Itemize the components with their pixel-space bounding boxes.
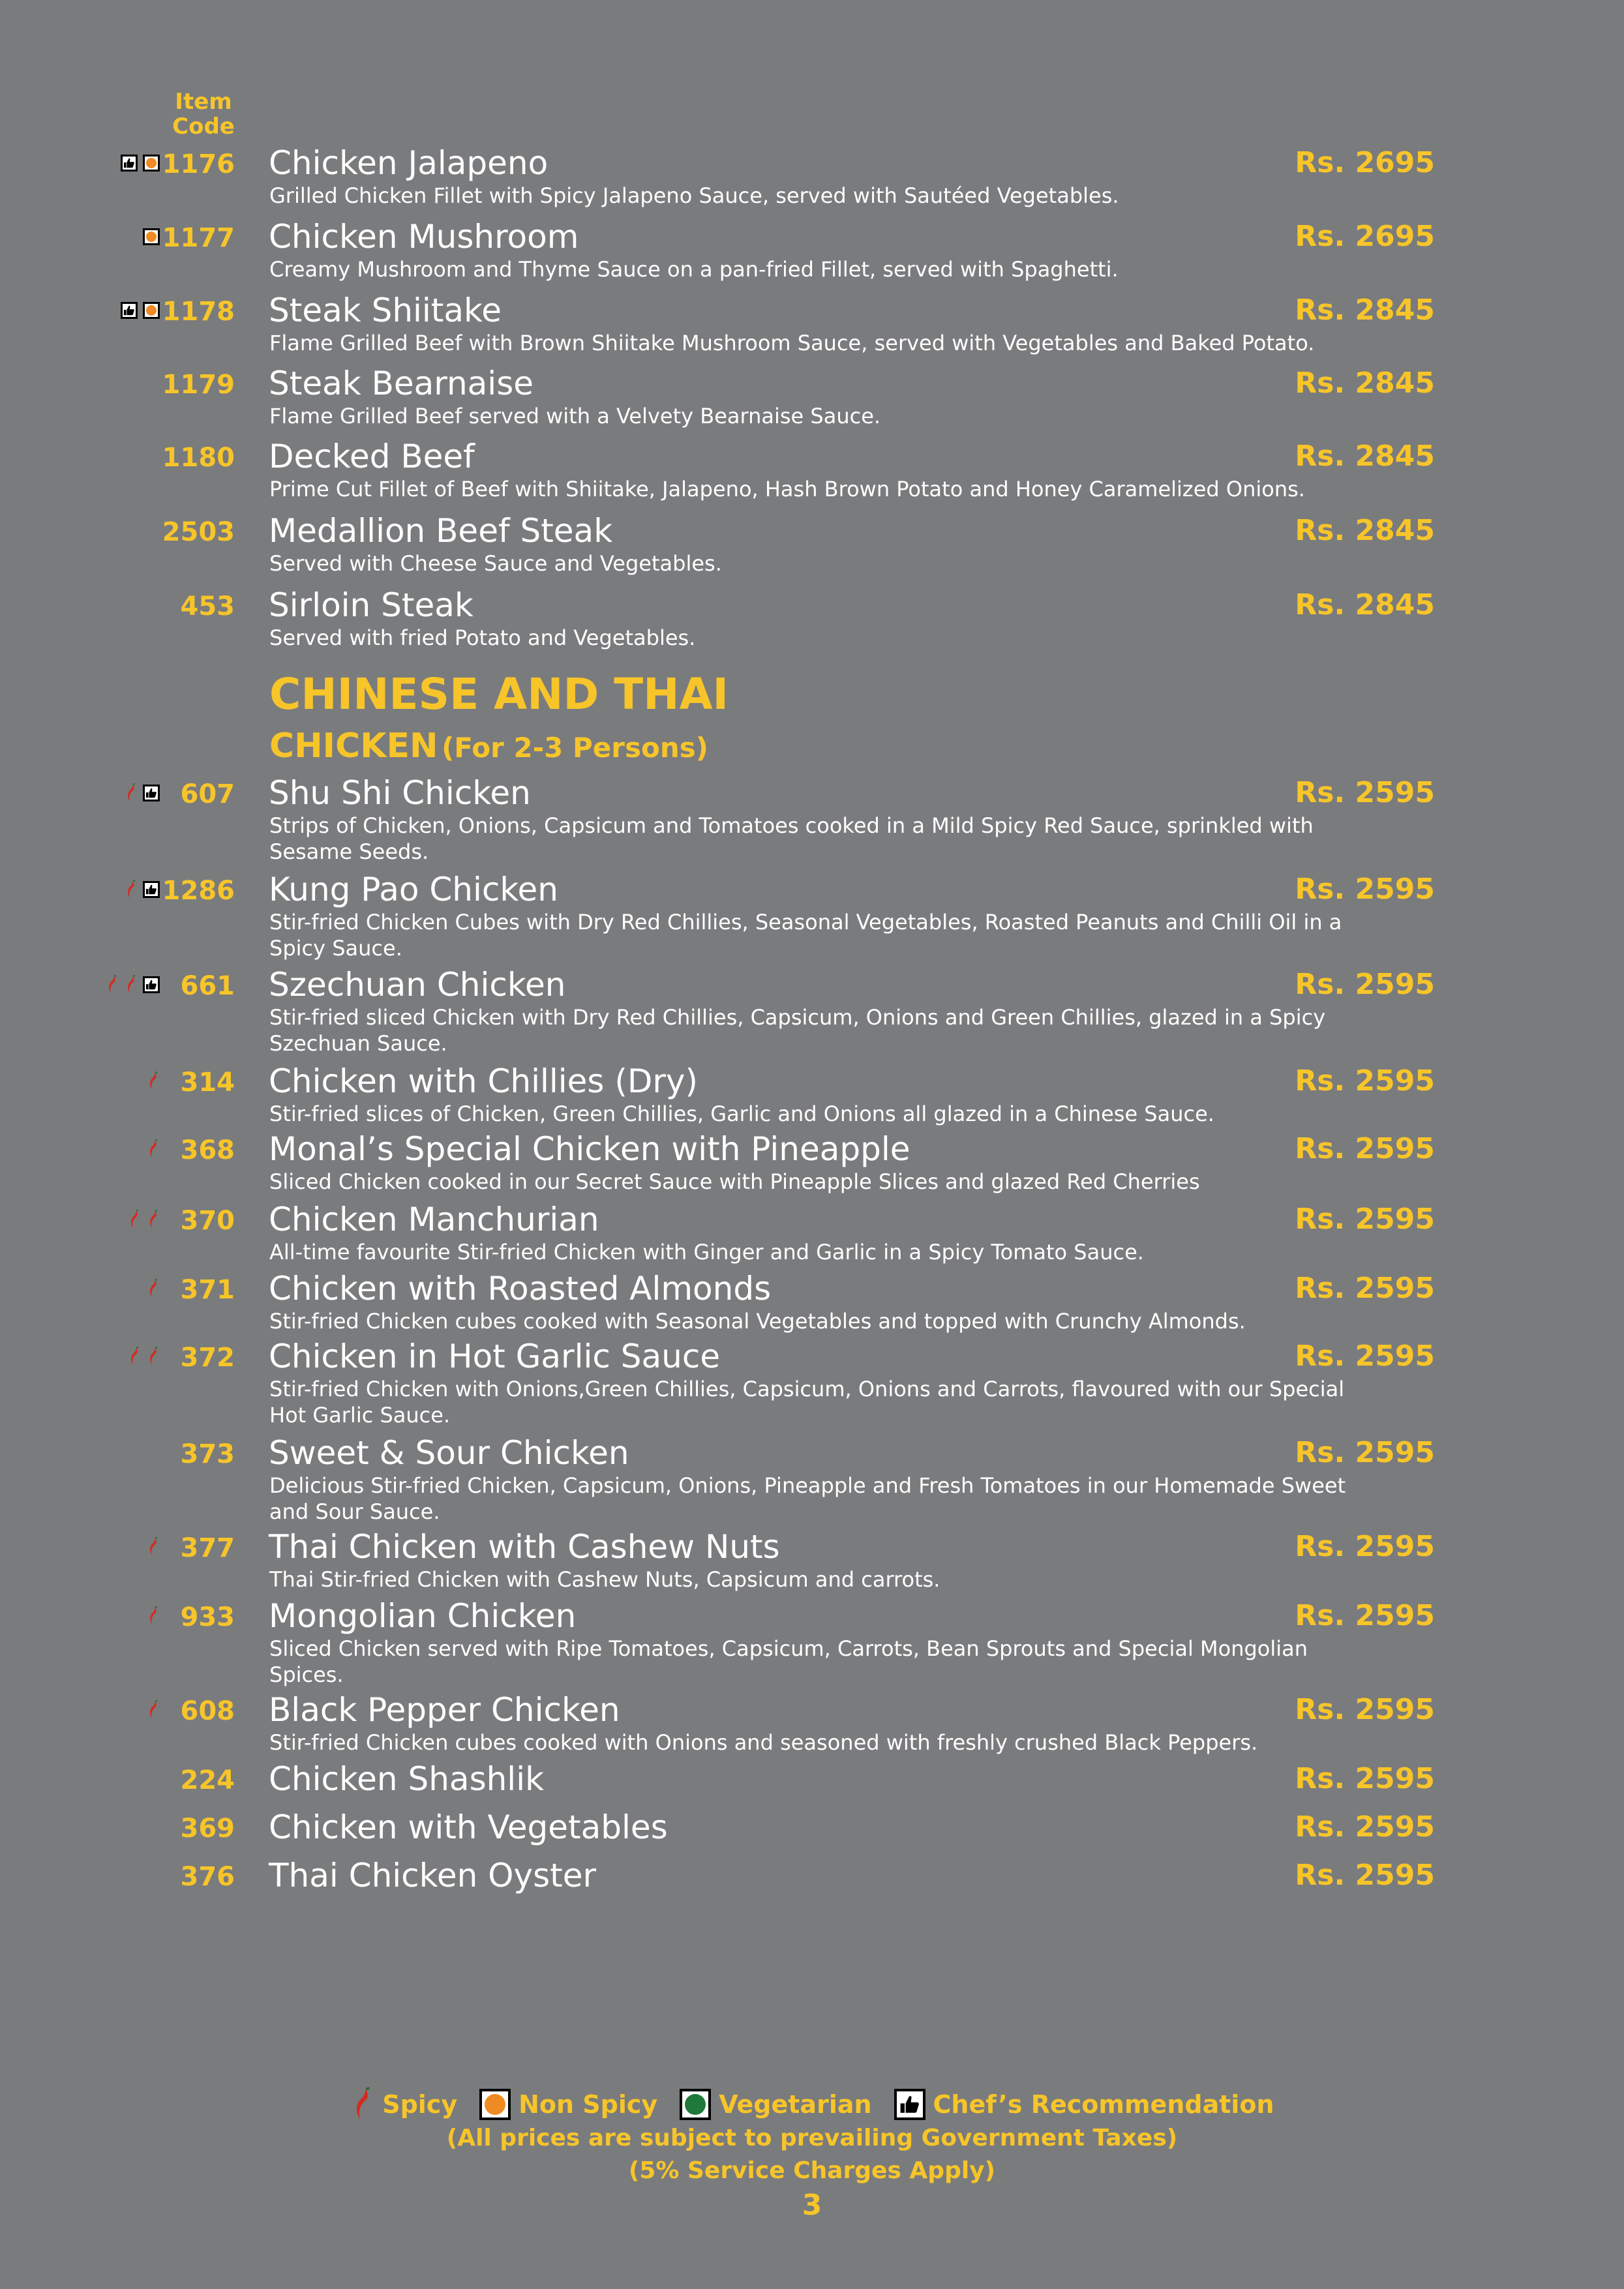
non-spicy-icon xyxy=(479,2089,511,2120)
item-price: Rs. 2595 xyxy=(1295,1810,1435,1844)
item-description: Stir-fried Chicken cubes cooked with Onions and seasoned with freshly crushed Black Peppers. xyxy=(269,1730,1258,1755)
item-code: 1180 xyxy=(162,443,235,473)
item-code: 1176 xyxy=(162,149,235,179)
legend-non-spicy-label: Non Spicy xyxy=(519,2090,658,2119)
legend-chef-label: Chef’s Recommendation xyxy=(933,2090,1274,2119)
item-price: Rs. 2595 xyxy=(1295,1064,1435,1098)
item-code: 376 xyxy=(180,1862,235,1892)
legend-vegetarian xyxy=(680,2088,871,2121)
chef-recommendation-icon xyxy=(121,155,138,172)
item-code: 607 xyxy=(180,779,235,809)
spicy-icon xyxy=(105,975,119,995)
section-subtitle-main: CHICKEN xyxy=(269,726,438,766)
item-price: Rs. 2595 xyxy=(1295,1599,1435,1632)
item-code: 377 xyxy=(180,1533,235,1563)
legend-non-spicy xyxy=(479,2088,657,2121)
item-description: All-time favourite Stir-fried Chicken with Ginger and Garlic in a Spicy Tomato Sauce. xyxy=(269,1240,1144,1264)
item-price: Rs. 2845 xyxy=(1295,367,1435,400)
item-price: Rs. 2595 xyxy=(1295,1272,1435,1305)
section-subtitle xyxy=(269,725,708,769)
item-name: Chicken Jalapeno xyxy=(269,144,549,182)
item-code: 1177 xyxy=(162,223,235,253)
item-price: Rs. 2845 xyxy=(1295,588,1435,621)
item-price: Rs. 2595 xyxy=(1295,1530,1435,1563)
item-price: Rs. 2695 xyxy=(1295,220,1435,253)
legend-spicy-label: Spicy xyxy=(382,2090,458,2119)
item-description: Sliced Chicken served with Ripe Tomatoes, Capsicum, Carrots, Bean Sprouts and Special Mongolian Spices. xyxy=(269,1636,1308,1687)
item-name: Chicken Shashlik xyxy=(269,1760,545,1798)
item-price: Rs. 2845 xyxy=(1295,440,1435,473)
item-description: Stir-fried Chicken cubes cooked with Seasonal Vegetables and topped with Crunchy Almonds. xyxy=(269,1309,1246,1334)
legend xyxy=(0,2087,1624,2122)
item-price: Rs. 2595 xyxy=(1295,1436,1435,1469)
item-code: 2503 xyxy=(162,517,235,547)
item-code-header: Item Code xyxy=(172,89,235,140)
item-name: Kung Pao Chicken xyxy=(269,871,558,908)
section-subtitle-note: (For 2-3 Persons) xyxy=(442,732,708,764)
item-description: Sliced Chicken cooked in our Secret Sauce with Pineapple Slices and glazed Red Cherries xyxy=(269,1169,1200,1194)
legend-spicy xyxy=(350,2087,457,2122)
item-code: 1286 xyxy=(162,876,235,906)
item-name: Chicken with Chillies (Dry) xyxy=(269,1062,699,1100)
item-price: Rs. 2595 xyxy=(1295,968,1435,1001)
item-code: 933 xyxy=(180,1602,235,1632)
item-description: Thai Stir-fried Chicken with Cashew Nuts, Capsicum and carrots. xyxy=(269,1567,940,1592)
item-code: 373 xyxy=(180,1439,235,1469)
spicy-icon xyxy=(124,975,138,995)
item-price: Rs. 2595 xyxy=(1295,1859,1435,1892)
item-name: Black Pepper Chicken xyxy=(269,1691,620,1729)
section-title: CHINESE AND THAI xyxy=(269,669,729,719)
item-name: Steak Shiitake xyxy=(269,292,502,329)
item-price: Rs. 2595 xyxy=(1295,1339,1435,1373)
item-price: Rs. 2595 xyxy=(1295,1762,1435,1795)
item-name: Thai Chicken Oyster xyxy=(269,1857,597,1894)
item-name: Decked Beef xyxy=(269,438,475,475)
item-price: Rs. 2595 xyxy=(1295,1132,1435,1165)
vegetarian-icon xyxy=(680,2089,711,2120)
service-charge-note: (5% Service Charges Apply) xyxy=(628,2157,996,2184)
item-price: Rs. 2595 xyxy=(1295,1203,1435,1236)
chef-recommendation-icon xyxy=(894,2089,925,2120)
item-price: Rs. 2845 xyxy=(1295,293,1435,327)
item-name: Chicken Mushroom xyxy=(269,218,579,256)
item-description: Stir-fried slices of Chicken, Green Chillies, Garlic and Onions all glazed in a Chinese Sauce. xyxy=(269,1101,1214,1126)
item-code: 1178 xyxy=(162,297,235,327)
spicy-icon xyxy=(127,1347,141,1366)
item-code: 453 xyxy=(180,591,235,621)
spicy-icon xyxy=(127,1210,141,1229)
item-code: 368 xyxy=(180,1135,235,1165)
item-code: 372 xyxy=(180,1343,235,1373)
page-number: 3 xyxy=(802,2189,822,2222)
item-name: Chicken with Roasted Almonds xyxy=(269,1270,772,1308)
item-code: 608 xyxy=(180,1696,235,1726)
tax-note: (All prices are subject to prevailing Government Taxes) xyxy=(446,2125,1178,2151)
item-description: Grilled Chicken Fillet with Spicy Jalapeno Sauce, served with Sautéed Vegetables. xyxy=(269,183,1119,208)
item-name: Shu Shi Chicken xyxy=(269,774,531,812)
item-name: Chicken with Vegetables xyxy=(269,1808,668,1846)
item-name: Medallion Beef Steak xyxy=(269,512,613,550)
item-name: Sirloin Steak xyxy=(269,586,474,624)
item-description: Stir-fried Chicken with Onions,Green Chillies, Capsicum, Onions and Carrots, flavoured with our Special Hot Garlic Sauce. xyxy=(269,1377,1345,1428)
item-description: Creamy Mushroom and Thyme Sauce on a pan-fried Fillet, served with Spaghetti. xyxy=(269,257,1119,282)
item-price: Rs. 2845 xyxy=(1295,514,1435,547)
item-price: Rs. 2595 xyxy=(1295,776,1435,809)
item-description: Stir-fried Chicken Cubes with Dry Red Chillies, Seasonal Vegetables, Roasted Peanuts and Chilli Oil in a Spicy Sauce. xyxy=(269,910,1342,961)
item-code: 1179 xyxy=(162,370,235,400)
item-name: Thai Chicken with Cashew Nuts xyxy=(269,1528,780,1566)
item-code: 661 xyxy=(180,971,235,1001)
spicy-icon xyxy=(124,783,138,803)
item-price: Rs. 2595 xyxy=(1295,873,1435,906)
item-code: 370 xyxy=(180,1206,235,1236)
spicy-icon xyxy=(350,2087,374,2122)
item-description: Flame Grilled Beef served with a Velvety Bearnaise Sauce. xyxy=(269,404,881,428)
item-name: Steak Bearnaise xyxy=(269,365,534,402)
item-code: 224 xyxy=(180,1765,235,1795)
item-code: 369 xyxy=(180,1814,235,1844)
item-description: Strips of Chicken, Onions, Capsicum and Tomatoes cooked in a Mild Spicy Red Sauce, sprinkled with Sesame Seeds. xyxy=(269,813,1314,864)
item-description: Served with fried Potato and Vegetables. xyxy=(269,625,696,650)
item-description: Delicious Stir-fried Chicken, Capsicum, Onions, Pineapple and Fresh Tomatoes in our Homemade Sweet and Sour Sauce. xyxy=(269,1473,1346,1524)
item-price: Rs. 2695 xyxy=(1295,146,1435,179)
item-name: Chicken Manchurian xyxy=(269,1201,599,1238)
legend-chef xyxy=(894,2088,1274,2121)
item-description: Stir-fried sliced Chicken with Dry Red Chillies, Capsicum, Onions and Green Chillies, glazed in a Spicy Szechuan Sauce. xyxy=(269,1005,1326,1056)
item-name: Sweet & Sour Chicken xyxy=(269,1434,629,1472)
item-name: Szechuan Chicken xyxy=(269,966,566,1004)
item-name: Chicken in Hot Garlic Sauce xyxy=(269,1338,721,1375)
item-description: Flame Grilled Beef with Brown Shiitake Mushroom Sauce, served with Vegetables and Baked Potato. xyxy=(269,331,1315,355)
item-name: Monal’s Special Chicken with Pineapple xyxy=(269,1130,910,1168)
spicy-icon xyxy=(124,880,138,899)
item-name: Mongolian Chicken xyxy=(269,1597,577,1635)
item-code: 371 xyxy=(180,1275,235,1305)
chef-recommendation-icon xyxy=(121,302,138,319)
item-code: 314 xyxy=(180,1068,235,1098)
item-description: Served with Cheese Sauce and Vegetables. xyxy=(269,551,722,576)
legend-vegetarian-label: Vegetarian xyxy=(719,2090,872,2119)
item-description: Prime Cut Fillet of Beef with Shiitake, Jalapeno, Hash Brown Potato and Honey Caramelized Onions. xyxy=(269,477,1305,501)
item-price: Rs. 2595 xyxy=(1295,1693,1435,1726)
